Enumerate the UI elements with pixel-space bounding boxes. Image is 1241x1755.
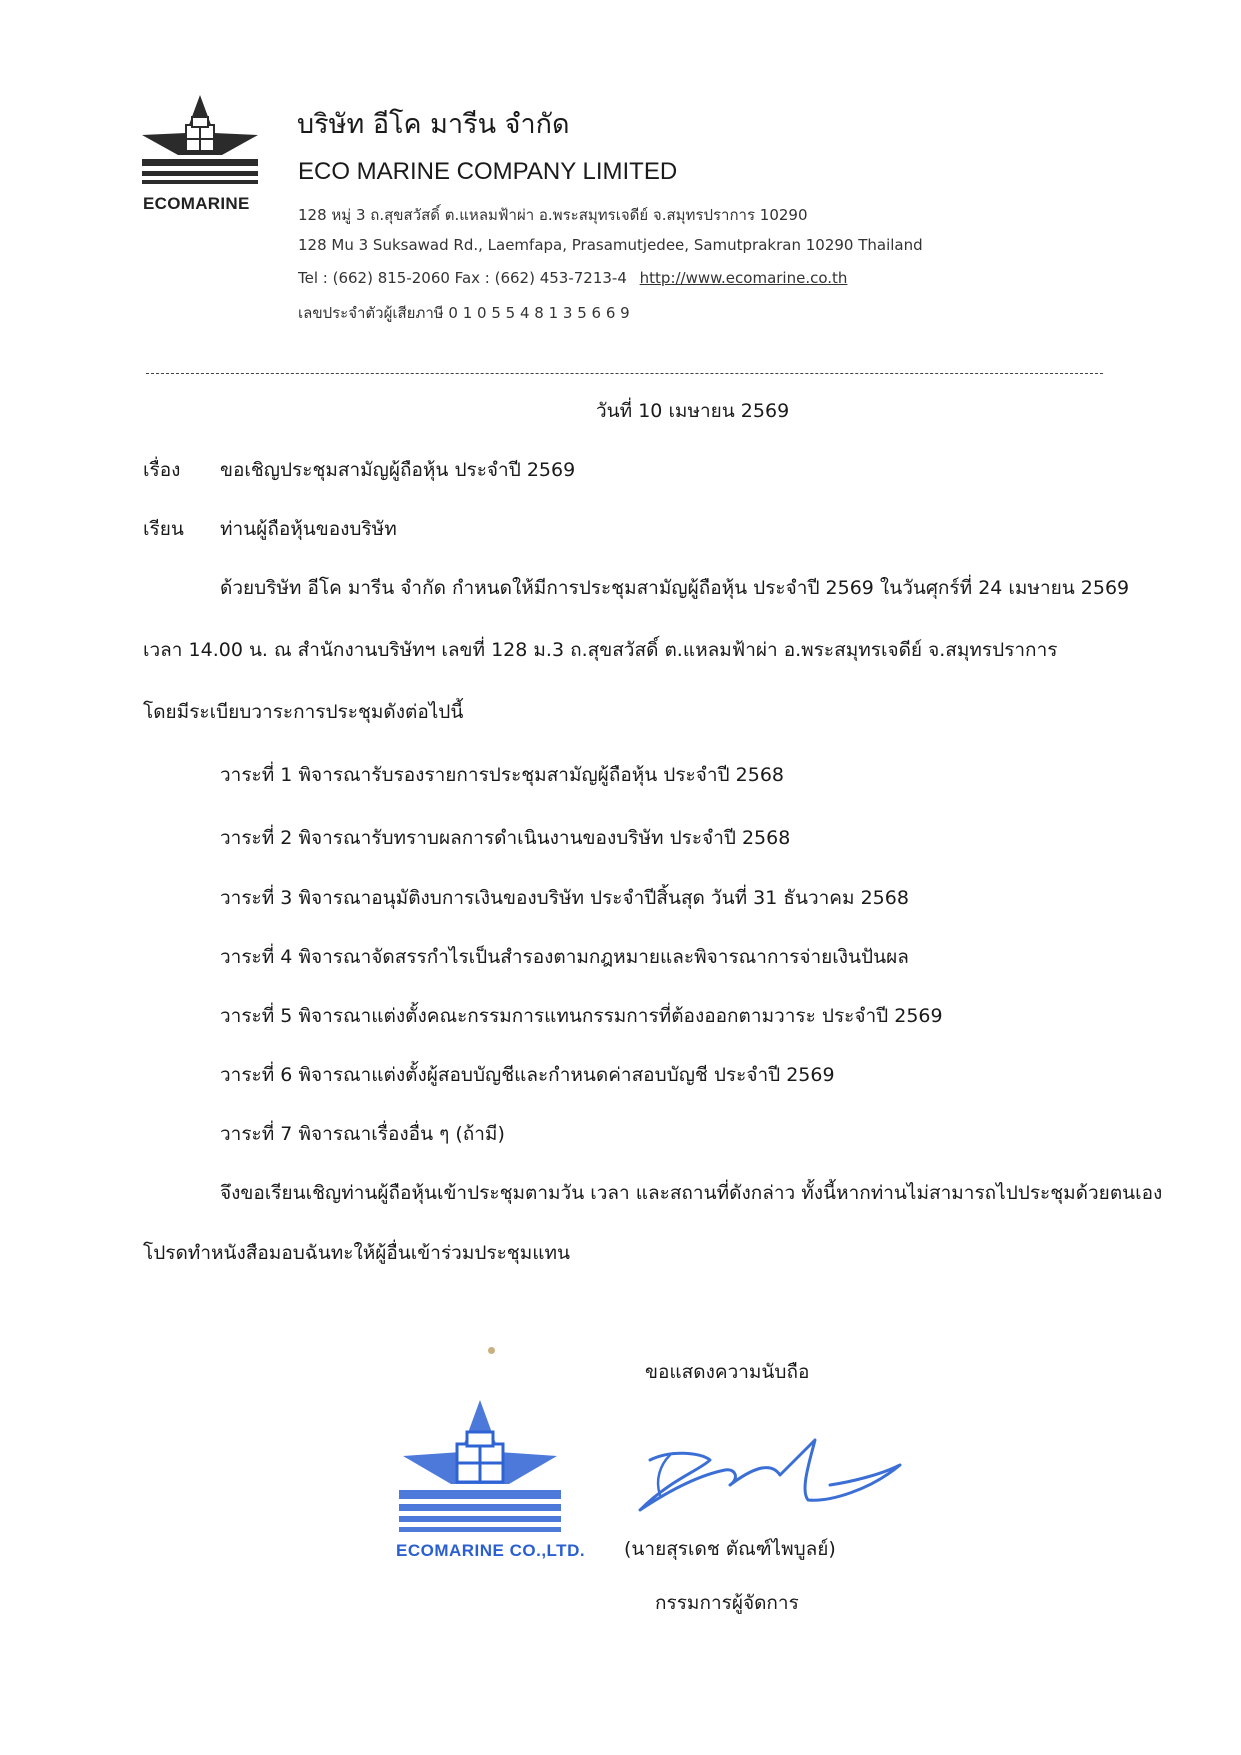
body-paragraph-1-line-3: โดยมีระเบียบวาระการประชุมดังต่อไปนี้ bbox=[143, 701, 464, 723]
company-name-thai: บริษัท อีโค มารีน จำกัด bbox=[297, 109, 570, 140]
header-divider bbox=[146, 373, 1103, 374]
tax-id: เลขประจำตัวผู้เสียภาษี 0 1 0 5 5 4 8 1 3 5 6 6 9 bbox=[298, 304, 630, 322]
company-name-english: ECO MARINE COMPANY LIMITED bbox=[298, 158, 678, 185]
body-paragraph-1-line-1: ด้วยบริษัท อีโค มารีน จำกัด กำหนดให้มีการประชุมสามัญผู้ถือหุ้น ประจำปี 2569 ในวันศุกร์ที่ 24 เมษายน 2569 bbox=[220, 577, 1130, 599]
contact-line bbox=[298, 269, 847, 287]
logo-wordmark: ECOMARINE bbox=[143, 194, 250, 213]
agenda-item-1: วาระที่ 1 พิจารณารับรองรายการประชุมสามัญผู้ถือหุ้น ประจำปี 2568 bbox=[220, 764, 785, 786]
recipient-text: ท่านผู้ถือหุ้นของบริษัท bbox=[220, 518, 397, 540]
subject-label: เรื่อง bbox=[143, 459, 181, 481]
subject-text: ขอเชิญประชุมสามัญผู้ถือหุ้น ประจำปี 2569 bbox=[220, 459, 576, 481]
signature bbox=[630, 1430, 920, 1520]
closing-text: ขอแสดงความนับถือ bbox=[645, 1361, 810, 1383]
letter-date: วันที่ 10 เมษายน 2569 bbox=[596, 400, 790, 422]
address-english: 128 Mu 3 Suksawad Rd., Laemfapa, Prasamutjedee, Samutprakran 10290 Thailand bbox=[298, 236, 923, 254]
signer-title: กรรมการผู้จัดการ bbox=[655, 1592, 799, 1614]
body-paragraph-2-line-2: โปรดทำหนังสือมอบฉันทะให้ผู้อื่นเข้าร่วมประชุมแทน bbox=[143, 1242, 570, 1264]
agenda-item-5: วาระที่ 5 พิจารณาแต่งตั้งคณะกรรมการแทนกรรมการที่ต้องออกตามวาระ ประจำปี 2569 bbox=[220, 1005, 943, 1027]
website-link[interactable]: http://www.ecomarine.co.th bbox=[639, 269, 848, 287]
body-paragraph-1-line-2: เวลา 14.00 น. ณ สำนักงานบริษัทฯ เลขที่ 128 ม.3 ถ.สุขสวัสดิ์ ต.แหลมฟ้าผ่า อ.พระสมุทรเจดีย์ จ.สมุทรปราการ bbox=[143, 639, 1058, 661]
recipient-label: เรียน bbox=[143, 518, 184, 540]
signer-name: (นายสุรเดช ตัณฑ์ไพบูลย์) bbox=[624, 1538, 836, 1560]
address-thai: 128 หมู่ 3 ถ.สุขสวัสดิ์ ต.แหลมฟ้าผ่า อ.พระสมุทรเจดีย์ จ.สมุทรปราการ 10290 bbox=[298, 206, 808, 224]
paper-speck bbox=[488, 1347, 495, 1354]
agenda-item-7: วาระที่ 7 พิจารณาเรื่องอื่น ๆ (ถ้ามี) bbox=[220, 1123, 505, 1145]
agenda-item-6: วาระที่ 6 พิจารณาแต่งตั้งผู้สอบบัญชีและกำหนดค่าสอบบัญชี ประจำปี 2569 bbox=[220, 1064, 835, 1086]
agenda-item-3: วาระที่ 3 พิจารณาอนุมัติงบการเงินของบริษัท ประจำปีสิ้นสุด วันที่ 31 ธันวาคม 2568 bbox=[220, 887, 909, 909]
body-paragraph-2-line-1: จึงขอเรียนเชิญท่านผู้ถือหุ้นเข้าประชุมตามวัน เวลา และสถานที่ดังกล่าว ทั้งนี้หากท่านไม่สามารถไปประชุมด้วยตนเอง bbox=[220, 1182, 1163, 1204]
agenda-item-4: วาระที่ 4 พิจารณาจัดสรรกำไรเป็นสำรองตามกฎหมายและพิจารณาการจ่ายเงินปันผล bbox=[220, 946, 909, 968]
phone-fax: Tel : (662) 815-2060 Fax : (662) 453-7213-4 bbox=[298, 269, 627, 287]
stamp-text: ECOMARINE CO.,LTD. bbox=[396, 1541, 586, 1560]
agenda-item-2: วาระที่ 2 พิจารณารับทราบผลการดำเนินงานของบริษัท ประจำปี 2568 bbox=[220, 827, 791, 849]
